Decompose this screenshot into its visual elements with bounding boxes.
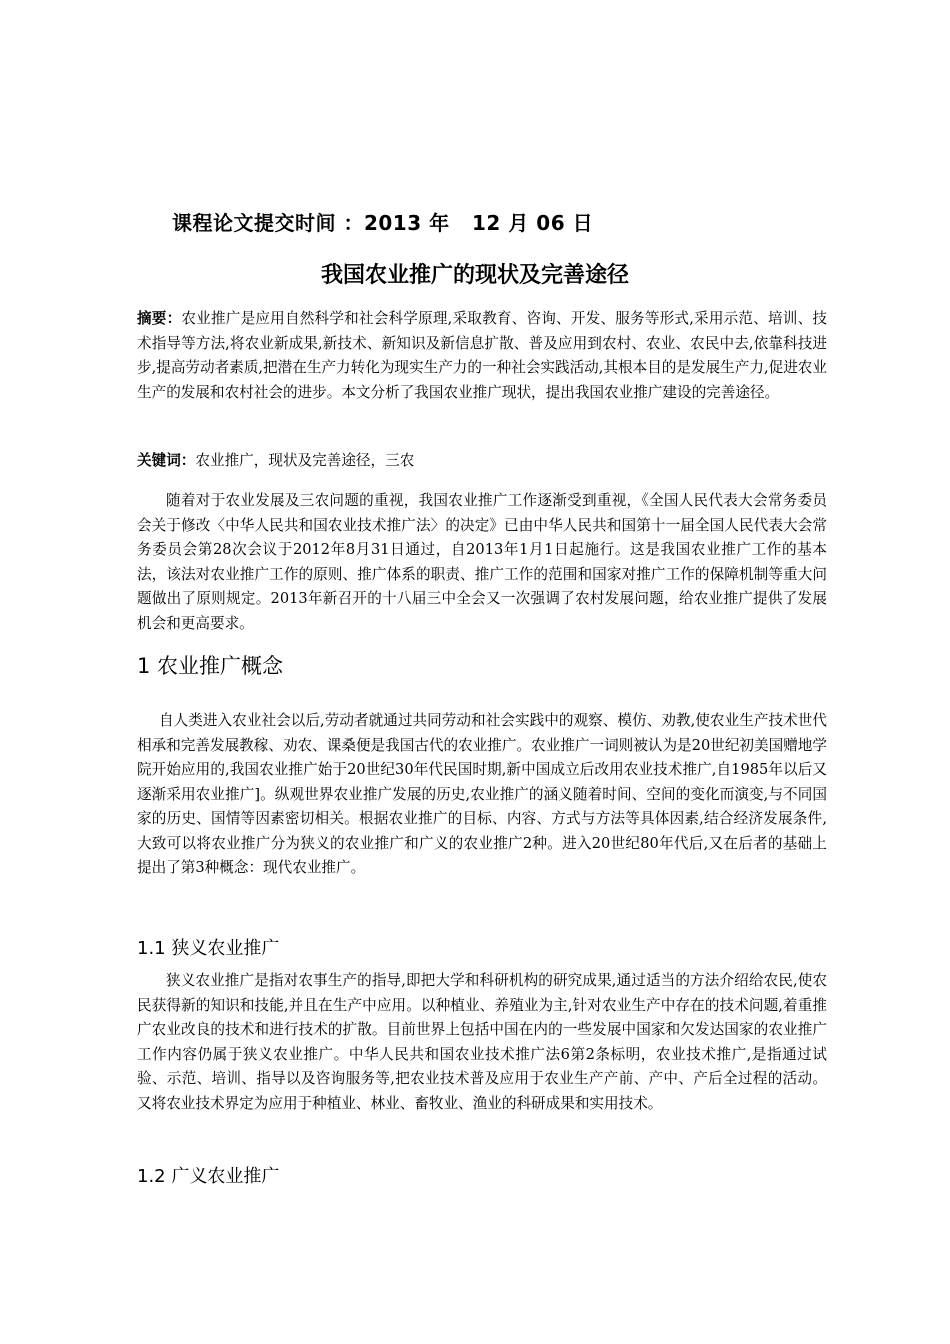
submission-date-line bbox=[172, 207, 593, 236]
abstract-text: 农业推广是应用自然科学和社会科学原理,采取教育、咨询、开发、服务等形式,采用示范、培训、技术指导等方法,将农业新成果,新技术、新知识及新信息扩散、普及应用到农村、农业、农民中去,依靠科技进步,提高劳动者素质,把潜在生产力转化为现实生产力的一种社会实践活动,其根本目的是发展生产力,促进农业生产的发展和农村社会的进步。本文分析了我国农业推广现状，提出我国农业推广建设的完善途径。 bbox=[137, 310, 827, 401]
abstract-label: 摘要： bbox=[137, 310, 182, 327]
submission-colon: ： bbox=[343, 211, 364, 235]
keywords-label: 关键词： bbox=[137, 452, 196, 469]
intro-paragraph: 随着对于农业发展及三农问题的重视，我国农业推广工作逐渐受到重视，《全国人民代表大会常务委员会关于修改〈中华人民共和国农业技术推广法〉的决定》已由中华人民共和国第十一届全国人民代表大会常务委员会第28次会议于2012年8月31日通过，自2013年1月1日起施行。这是我国农业推广工作的基本法，该法对农业推广工作的原则、推广体系的职责、推广工作的范围和国家对推广工作的保障机制等重大问题做出了原则规定。2013年新召开的十八届三中全会又一次强调了农村发展问题，给农业推广提供了发展机会和更高要求。 bbox=[137, 492, 827, 632]
submission-day: 06 bbox=[536, 211, 566, 235]
keywords-paragraph bbox=[137, 449, 827, 474]
abstract-paragraph bbox=[137, 307, 827, 405]
section-1-paragraph: 自人类进入农业社会以后,劳动者就通过共同劳动和社会实践中的观察、模仿、劝教,使农业生产技术世代相承和完善发展教稼、劝农、课桑便是我国古代的农业推广。农业推广一词则被认为是20世纪初美国赠地学院开始应用的,我国农业推广始于20世纪30年代民国时期,新中国成立后改用农业技术推广,自1985年以后又逐渐采用农业推广]。纵观世界农业推广发展的历史,农业推广的涵义随着时间、空间的变化而演变,与不同国家的历史、国情等因素密切相关。根据农业推广的目标、内容、方式与方法等具体因素,结合经济发展条件,大致可以将农业推广分为狭义的农业推广和广义的农业推广2种。进入20世纪80年代后,又在后者的基础上提出了第3种概念：现代农业推广。 bbox=[137, 712, 827, 876]
submission-label: 课程论文提交时间 bbox=[172, 211, 336, 235]
section-1-heading: 1 农业推广概念 bbox=[137, 654, 284, 678]
submission-year-unit: 年 bbox=[429, 211, 450, 235]
paper-title: 我国农业推广的现状及完善途径 bbox=[320, 263, 629, 288]
section-1-1-paragraph: 狭义农业推广是指对农事生产的指导,即把大学和科研机构的研究成果,通过适当的方法介绍给农民,使农民获得新的知识和技能,并且在生产中应用。以种植业、养殖业为主,针对农业生产中存在的技术问题,着重推广农业改良的技术和进行技术的扩散。目前世界上包括中国在内的一些发展中国家和欠发达国家的农业推广工作内容仍属于狭义农业推广。中华人民共和国农业技术推广法6第2条标明，农业技术推广,是指通过试验、示范、培训、指导以及咨询服务等,把农业技术普及应用于农业生产产前、产中、产后全过程的活动。又将农业技术界定为应用于种植业、林业、畜牧业、渔业的科研成果和实用技术。 bbox=[137, 972, 827, 1112]
submission-day-unit: 日 bbox=[572, 211, 594, 235]
submission-month-unit: 月 bbox=[508, 211, 529, 235]
section-1-2-heading: 1.2 广义农业推广 bbox=[137, 1166, 280, 1187]
section-1-1-heading: 1.1 狭义农业推广 bbox=[137, 938, 280, 959]
submission-year: 2013 bbox=[363, 211, 422, 235]
submission-month: 12 bbox=[472, 211, 501, 235]
keywords-text: 农业推广，现状及完善途径，三农 bbox=[195, 452, 415, 469]
